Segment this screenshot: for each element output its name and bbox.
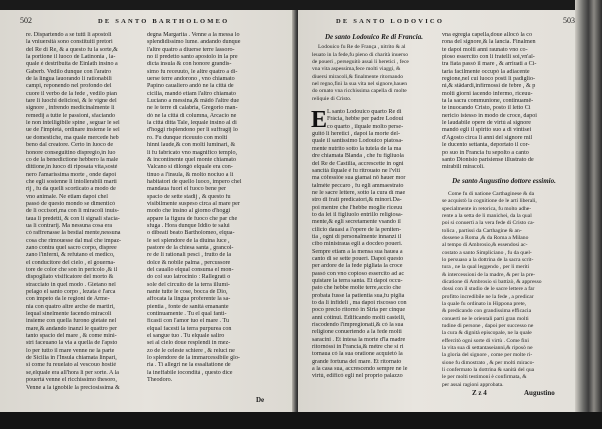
text-line: signore , infrendo medicinalmente li <box>26 105 115 112</box>
text-line: ficasti con l'amor tuo el mare . Tu <box>147 318 229 325</box>
text-line: d'Agosto circa li anni del signore mil <box>442 134 533 141</box>
text-line: taua li predetti, & con li signali sfacia- <box>26 215 120 222</box>
text-line: religione conuertendo a la fede molti <box>312 329 402 336</box>
text-line: si come fu reuelato al vescouo hostiè <box>26 362 117 369</box>
text-line: se acquistò la cognitione de le arti liberali, <box>442 198 537 205</box>
text-line: tinuo a l'insula, & molto nociuo a li <box>147 171 234 178</box>
text-line: Sempre etiam a la mensa sua hauea a <box>312 248 403 255</box>
text-line: profitto incredibile ne la fede , a predicar <box>442 293 534 300</box>
text-line: cosa che rimouesse dal mal che impaz- <box>26 237 122 244</box>
text-line: tanto spacio del mare , & come mini- <box>26 333 117 340</box>
text-line: riscodendo l'impregionati,& cò la sua <box>312 322 404 329</box>
text-line: campi, reponendo nel profondo del <box>26 83 112 90</box>
text-line: conuertì ne le orientali parti gran molti <box>442 315 529 322</box>
catchword: Augustino <box>524 389 555 398</box>
text-line: li fu fabricato vno magnifico templo, <box>147 149 238 156</box>
text-line: la ineffabile iocondità , questo dice <box>147 369 233 376</box>
text-line: uerse terre andorono , vno chiamato <box>147 76 235 83</box>
text-line: visibilmente suspeso circa al mare per <box>147 200 240 207</box>
text-line: la portione il luoco de Latinonia , la- <box>26 54 116 61</box>
text-line: le sei splendore de la diuina luce , <box>147 237 230 244</box>
text-line: modo che insino al giorno d'hoggi <box>147 208 231 215</box>
text-line: dossene a Roma ,& da Roma a Milano <box>442 234 529 241</box>
text-line: canto di se sette poueri. Dapoi questo <box>312 255 404 262</box>
text-line: tudine di persone , dapoi per successo ne <box>442 323 534 330</box>
scan-shadow <box>0 412 602 429</box>
left-column-1 <box>26 32 144 392</box>
text-line: tia , ogni dì personalmente innanzi il <box>312 233 402 240</box>
text-line: rij , fu da quelli scorticato a modo de <box>26 186 116 193</box>
text-line: co quarto , ilquale molto perse- <box>327 123 404 130</box>
text-line: pelago el santo corpo , lezata è l'arca <box>26 289 116 296</box>
text-line: re. Dispartendo a se tutti li apostoli <box>26 32 112 38</box>
chapter-title: De santo Lodouico Re di Francia. <box>324 34 423 41</box>
text-line: do col suo latrocinio : Rallegrati o <box>147 274 231 281</box>
text-line: vna vita aspessima,fece molti viaggi, & <box>312 66 401 73</box>
page-number: 502 <box>20 16 32 25</box>
text-line: Come fu di natione Carthaginese & da <box>448 190 535 197</box>
text-line: po suo in Francia fu sepolto a canto <box>442 149 529 156</box>
chapter-body-continued <box>442 32 566 172</box>
text-line: elqual facesti la terra purpurea con <box>147 325 232 332</box>
text-line: Luciano a messina,& mādò l'altre due <box>147 98 240 105</box>
text-line: zano l'inferni, & refutano el medico, <box>26 252 115 259</box>
text-line: mirabili miracoli. <box>442 164 485 171</box>
text-line: stracciato in quel modo . Gietano nel <box>26 281 116 288</box>
text-line: passò con vno copioso essercito ad ac <box>312 270 405 277</box>
text-line: el sangue tuo . Tu elquale saliro <box>147 333 225 340</box>
text-line: sei al cielo doue resplendi in mez- <box>147 340 231 347</box>
text-line: dò ne la città di columna, Arcacio ne <box>147 112 237 119</box>
page-footer <box>442 390 566 399</box>
text-line: re de li rationali pesci , frutto de la <box>147 252 232 259</box>
text-line: d'hoggi risplendono per li suffragij lo <box>147 127 238 134</box>
text-line: nericio istesso in modo de croce, dapoi <box>442 112 537 119</box>
text-line: tura , ne la qual leggendo , per li meriti <box>442 264 530 271</box>
text-line: degna Margarita . Venne a la messa lo <box>147 32 240 38</box>
text-line: guitò li heretici , dapoi la morte del- <box>312 131 400 138</box>
text-line: mandaua fuori el fuoco bene per <box>147 186 227 193</box>
text-line: tornaua cò la sua oratione acquietò la <box>312 351 403 358</box>
text-line: ta la sacra communione, continuamē- <box>442 98 534 105</box>
text-line: santo Dionisio parisiense illustrato de <box>442 156 534 163</box>
text-line: se,elquale era all'hora li per sorte. A la <box>26 369 119 376</box>
text-line: le per molti testimoni è confirmata, & <box>442 374 527 381</box>
text-line: L santo Lodouico quarto Re di <box>327 109 402 116</box>
right-column-2 <box>442 32 566 399</box>
text-line: leuato in la fede,fu pieno di charità inuerso <box>312 51 408 58</box>
text-line: costato a santo Simpliciano , fu da quel- <box>442 249 532 256</box>
text-line: hinni laude,& con molti luminari, & <box>147 142 236 149</box>
text-line: Gaberb. Vedilo dunque con l'aratro <box>26 68 112 75</box>
text-line: splendidissimo lume. andando dunque <box>147 39 241 46</box>
text-line: spacio de sette stadij , & questo fu <box>147 193 231 200</box>
page-number: 503 <box>563 16 575 25</box>
left-column-2 <box>147 32 267 385</box>
text-line: poi si conuertì a la vera fede di Cristo ca- <box>442 220 535 227</box>
text-line: l'altre quatro a diuerse terre lassoro- <box>147 46 235 53</box>
text-line: Fràcia, hebbe per padre Lodoui <box>327 116 404 123</box>
signature-mark: Z z 4 <box>472 389 487 398</box>
text-line: saracini . Et intesa la morte d'la madre <box>312 336 406 343</box>
chapter-summary <box>312 44 436 103</box>
text-line: dre chiamata Blanda , che fu figliuola <box>312 153 404 160</box>
text-line: ua li contrarij. Ma nessuna cosa era <box>26 222 113 229</box>
text-line: appare la figura de fuoco che par che <box>147 215 238 222</box>
text-line: do ornato vna ricchissima capella di molte <box>312 88 407 95</box>
text-line: li confermato la dottrina & sanità del qua <box>442 367 535 374</box>
text-line: Valcano si dilongò elquale era con- <box>147 164 233 171</box>
text-line: de li occisori,ma con li miracoli inuis- <box>26 208 119 215</box>
text-line: de la lingua lauorando li rationabili <box>26 76 112 83</box>
text-line: del cauallo elqual consuma el mon- <box>147 267 234 273</box>
text-line: le non intelligibile spine , seguar le sel <box>26 120 120 127</box>
text-line: cicilia, mandò etiam l'altro chiamato <box>147 90 236 97</box>
text-line: stro di frati predicatori,& minori.Da- <box>312 197 402 204</box>
text-line: regione,nel cui luoco posti li padiglio- <box>442 76 536 83</box>
text-line: te inuocando Cristo, posto il letto Ci <box>442 105 531 112</box>
text-line: sole del circuito de la terra illumi- <box>147 281 230 288</box>
right-page <box>298 10 590 415</box>
text-line: & incontinente quel monte chiamato <box>147 156 237 163</box>
right-column-1 <box>312 34 436 381</box>
running-head: DE SANTO BARTHOLOMEO <box>98 18 230 25</box>
text-line: le ducento settanta, deportato il cor- <box>442 142 530 149</box>
text-line: passò de questo mondo se dimenticò <box>26 200 116 207</box>
text-line: dolce & nobile palma , percussore <box>147 259 231 266</box>
text-line: ritornòssi in Francia,& mètre che si ri <box>312 344 404 351</box>
text-line: affocata la lingua proferente la sa- <box>147 296 231 303</box>
text-line: a la casa sua, accrescendo sempre ne le <box>312 366 408 373</box>
text-line: grande fortuna del mare. Et ritornato <box>312 358 402 365</box>
text-line: lo per tutto il mare venne ne la parte <box>26 347 115 354</box>
text-line: nia con quatro altre arche de martiri, <box>26 303 115 310</box>
text-line: pientia , fonte de sanità emanante <box>147 303 229 310</box>
text-line: zano contra quel sacro corpo, dispree <box>26 244 117 251</box>
text-line: Lodouico fu Re de França , nitrito & al <box>318 44 406 51</box>
text-line: pato che hebbe molte terre,accio che <box>312 285 401 292</box>
text-line: ue de l'impietà, ordinare insieme le sel <box>26 127 120 134</box>
chapter-body <box>442 191 566 389</box>
text-line: reliquie di Cristo. <box>312 95 352 102</box>
text-line: o dibeati beato Bartholomeo, elqua- <box>147 230 235 237</box>
text-line: beno dal creatore. Certo in luoco de <box>26 142 114 149</box>
text-line: che egli sostenne li intollerabili marti <box>26 178 117 185</box>
text-line: de poueri , perseguitò assai li heretici , fece <box>312 59 409 66</box>
text-line: anni còtinui. Edificando molti castelli, <box>312 314 406 321</box>
catchword: De <box>256 396 265 404</box>
text-line: la città ditta Tale, lequale insino al di <box>147 120 237 127</box>
text-line: to da li infideli , ma dapoi riscosso con <box>312 300 407 307</box>
text-line: la vniuersità sono constituiti pretori <box>26 39 113 46</box>
text-line: cò raffrenasse la bestial mente,nessuna <box>26 230 121 237</box>
text-line: tore de color che son in pericolo ,& il <box>26 267 118 273</box>
text-line: mente,& egli secretamente vsando il <box>312 219 401 226</box>
text-line: honore conseguitino dispregio,in luo <box>26 149 116 156</box>
text-line: taria facilmente occupò la adiacente <box>442 68 530 75</box>
text-line: mare,& andando inanzi le quattro per <box>26 325 118 332</box>
text-line: rente a la setta de li manichei, da la qual <box>442 212 532 219</box>
text-line: ma còfessiòe sua giamai nō hauer mor <box>312 175 406 182</box>
text-line: continuamente . Tu el qual fanti- <box>147 311 227 318</box>
text-line: effercitò ogni sorte di virtù . Come fini <box>442 337 529 344</box>
drop-cap: E <box>311 107 328 134</box>
text-line: pouertà venne el ricchissimo thesoro, <box>26 377 117 384</box>
text-line: ria . Ti allegri ne la essaltatione de <box>147 362 231 369</box>
text-line: vna egregia capella,doue allocò la co <box>442 32 533 38</box>
running-head: DE SANTO LODOVICO <box>336 18 445 25</box>
text-line: diuersi miracoli,& finalmente ritornando <box>312 73 404 80</box>
book-spread <box>0 10 590 415</box>
text-line: stri faceuano la via a quella de l'apsto <box>26 340 118 347</box>
text-line: tare li luochi deliciosi, & le vigne del <box>26 98 117 105</box>
text-line: per ardore de la fede pigliata la croce <box>312 263 403 270</box>
text-line: del Re de Castilia, accrescette in ogni <box>312 160 404 167</box>
text-line: nero l'amarissima morte , onde dapoi <box>26 171 117 178</box>
text-line: remedij a tutte le passioni, sfaciando <box>26 112 116 119</box>
text-line: del Re di Re, & a questo fu la sorte,& <box>26 46 118 53</box>
text-line: ne le sacre lettere, sotto la cura dì mae <box>312 189 406 196</box>
text-line: la vita sua di settantaseianni,& riposò ne <box>442 345 533 352</box>
text-line: la gloria del signore , come per molte ri- <box>442 352 533 359</box>
text-line: co de la benedictione hebbero la male <box>26 156 119 163</box>
text-line: poco precio ritornò in Siria per cinque <box>312 307 406 314</box>
text-line: sfuga . Hora dunque Iddio te salui <box>147 222 230 229</box>
text-line: to da lei il figliuolo entrillo religiosa- <box>312 211 403 218</box>
text-line: ne le terre di calabria, Gregorio man- <box>147 105 238 112</box>
text-line: lequal sinelmente facendo miracoli <box>26 311 112 318</box>
text-line: probata fusse la patientia sua,fu piglia <box>312 292 405 299</box>
book-edge <box>575 0 602 429</box>
text-line: con impeto da le regioni de Arme- <box>26 296 110 303</box>
text-line: tra fiata passò il mare , & arriuati a Ci- <box>442 61 537 68</box>
text-line: mente nutrito sotto la tutela de la ma <box>312 145 402 152</box>
chapter-body <box>312 109 436 381</box>
text-line: dicta insula & con honore grandis- <box>147 61 232 68</box>
text-line: habitatori de quello luoco, impero chel <box>147 178 242 185</box>
text-line: talmète peccaro , fu egli ammaestrato <box>312 182 404 189</box>
text-line: sancità ilquale è fu ritrouato ne l'vlti <box>312 167 401 174</box>
text-line: de Sicilia in l'Insula chiamata linpari, <box>26 355 117 362</box>
text-line: Papino caualiero andò ne la città de <box>147 83 234 90</box>
text-line: el conducitore del cielo , el gouerna- <box>26 259 116 266</box>
text-line: mandò egli il spirito suo a di vintisei <box>442 127 532 134</box>
text-line: nel regno,finì la sua vita nel signore,hauen <box>312 81 408 88</box>
text-line: virtù, edificò egli nel proprio palazzo <box>312 373 403 380</box>
text-line: cilicio dauasi a l'opere de la peniten- <box>312 226 402 233</box>
text-line: la cura & dignità episcopale, ne la quale <box>442 330 532 337</box>
text-line: cibo ministraua egli a docdeo poueri. <box>312 241 403 248</box>
text-line: quistare la terra santa. Et dapoi occu- <box>312 278 403 284</box>
text-line: rona del signore,& la lancia. Finalmen <box>442 39 536 46</box>
text-line: quale è destribuita de Einlath insino a <box>26 61 118 68</box>
text-line: dossi con il studio de le sacre lettere a far <box>442 286 535 293</box>
text-line: pastore de la chiesa santa , grancol- <box>147 244 234 251</box>
text-line: nante tutte le cose, bocca de Dio, <box>147 289 228 296</box>
text-line: poi mentre che l'hebbe moglie riceuu <box>312 204 403 211</box>
text-line: dispogliato visificatore del morto & <box>26 274 114 281</box>
text-line: lo persuaso a la dottrina de la sacra scrit- <box>442 256 534 263</box>
text-line: tolica , partissi da Carthagine & an- <box>442 227 522 234</box>
text-line: Theodoro. <box>147 377 173 384</box>
chapter-title: De santo Augustino dottore essimio. <box>452 177 556 185</box>
text-line: cuore il verbo de la fede , vedilo pian <box>26 90 117 97</box>
text-line: sione fu dimostrato , & per molti miraco- <box>442 359 535 366</box>
text-line: zo de le celeste schiere , & reluci ne <box>147 347 235 354</box>
text-line: ni,& stādardi,infirmossi de febre , & p <box>442 83 536 90</box>
text-line: simo fu receuuto, le altre quatro a di- <box>147 68 238 75</box>
text-line: dittione,in luoco di riposata vita,sostè <box>26 164 118 171</box>
text-line: pioso essercito con li fratelli soi,vn'al- <box>442 54 535 61</box>
text-line: ue domestiche, ma quale mercede heb <box>26 134 119 141</box>
text-line: dicatione di Ambrosio si battizò, & appresso <box>442 279 542 285</box>
text-line: & intercessioni de la madre, & per la pre- <box>442 271 536 278</box>
text-line: per assai ragioni approbata. <box>442 381 504 388</box>
text-line: specialmente in retorica, fu molto adhe- <box>442 205 532 212</box>
left-page <box>0 10 296 415</box>
text-line: vno animale. Ne etiam dapoi chel <box>26 193 108 200</box>
text-line: no il predetto santo apostolo in la pre <box>147 54 238 61</box>
text-line: lo splendore de la immarcessibile glo- <box>147 355 240 362</box>
text-line: ro. Fu dunque riceuuto con molti <box>147 134 228 141</box>
text-line: le laudabile opere de virtù al signore <box>442 120 532 127</box>
text-line: insieme con quella furono gietate nel <box>26 318 117 325</box>
text-line: al tempo di Ambrosio,& essendosi ac- <box>442 242 528 249</box>
text-line: & predicando con grandissima efficacia <box>442 308 532 315</box>
text-line: quale il santissimo Lodouico piatosa- <box>312 138 404 145</box>
text-line: molti giorni iacendo infermo, riceuu- <box>442 90 533 97</box>
text-line: te dapoi molti anni raunato vno co- <box>442 46 528 53</box>
text-line: Venne a la ignobile la preciosissima & <box>26 384 120 391</box>
text-line: la quale fu ordinato in Hippona prete, <box>442 301 527 308</box>
